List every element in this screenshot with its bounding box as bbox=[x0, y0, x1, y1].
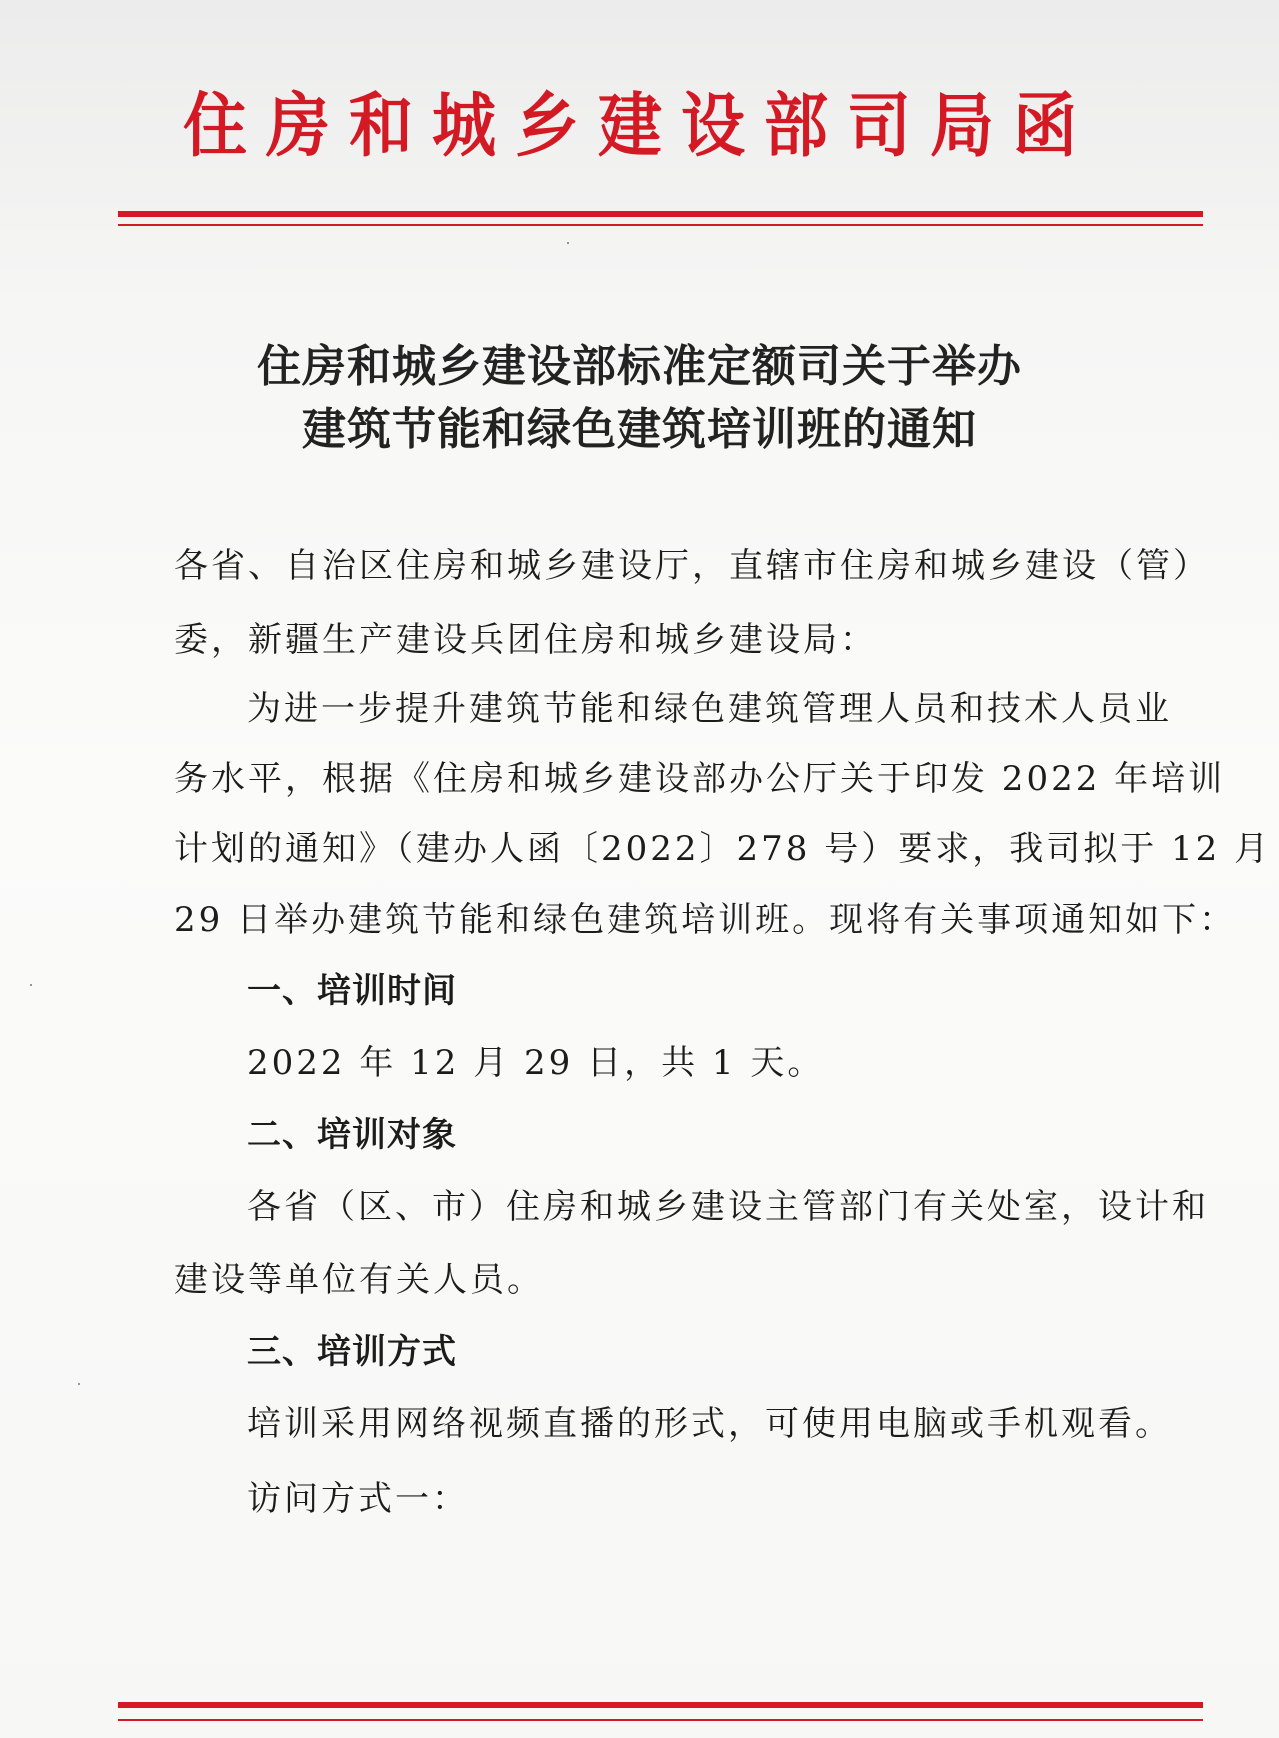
paper-speck bbox=[567, 242, 569, 244]
training-audience-line-2: 建设等单位有关人员。 bbox=[174, 1260, 544, 1300]
body-paragraph-line-1: 为进一步提升建筑节能和绿色建筑管理人员和技术人员业 bbox=[247, 689, 1172, 729]
section-heading-training-audience: 二、培训对象 bbox=[247, 1115, 457, 1155]
letterhead-title: 住房和城乡建设部司局函 bbox=[183, 85, 1096, 167]
addressee-line-1: 各省、自治区住房和城乡建设厅，直辖市住房和城乡建设（管） bbox=[174, 546, 1210, 586]
paper-speck bbox=[30, 984, 32, 986]
training-audience-line-1: 各省（区、市）住房和城乡建设主管部门有关处室，设计和 bbox=[247, 1187, 1209, 1227]
access-method-one-label: 访问方式一： bbox=[247, 1479, 469, 1519]
section-heading-training-time: 一、培训时间 bbox=[247, 971, 457, 1011]
letterhead-rule-thin bbox=[118, 224, 1203, 226]
body-paragraph-line-3: 计划的通知》（建办人函〔2022〕278 号）要求，我司拟于 12 月 bbox=[174, 829, 1272, 869]
training-time-text: 2022 年 12 月 29 日，共 1 天。 bbox=[247, 1043, 825, 1083]
footer-rule-thin bbox=[118, 1719, 1203, 1721]
training-method-text: 培训采用网络视频直播的形式，可使用电脑或手机观看。 bbox=[247, 1404, 1172, 1444]
section-heading-training-method: 三、培训方式 bbox=[247, 1332, 457, 1372]
document-title-line-1: 住房和城乡建设部标准定额司关于举办 bbox=[257, 341, 1022, 392]
footer-rule-thick bbox=[118, 1702, 1203, 1708]
letterhead-rule-thick bbox=[118, 211, 1203, 217]
body-paragraph-line-4: 29 日举办建筑节能和绿色建筑培训班。现将有关事项通知如下： bbox=[174, 900, 1237, 940]
document-title-line-2: 建筑节能和绿色建筑培训班的通知 bbox=[302, 404, 977, 455]
body-paragraph-line-2: 务水平，根据《住房和城乡建设部办公厅关于印发 2022 年培训 bbox=[174, 759, 1226, 799]
paper-speck bbox=[78, 1383, 80, 1385]
addressee-line-2: 委，新疆生产建设兵团住房和城乡建设局： bbox=[174, 620, 877, 660]
